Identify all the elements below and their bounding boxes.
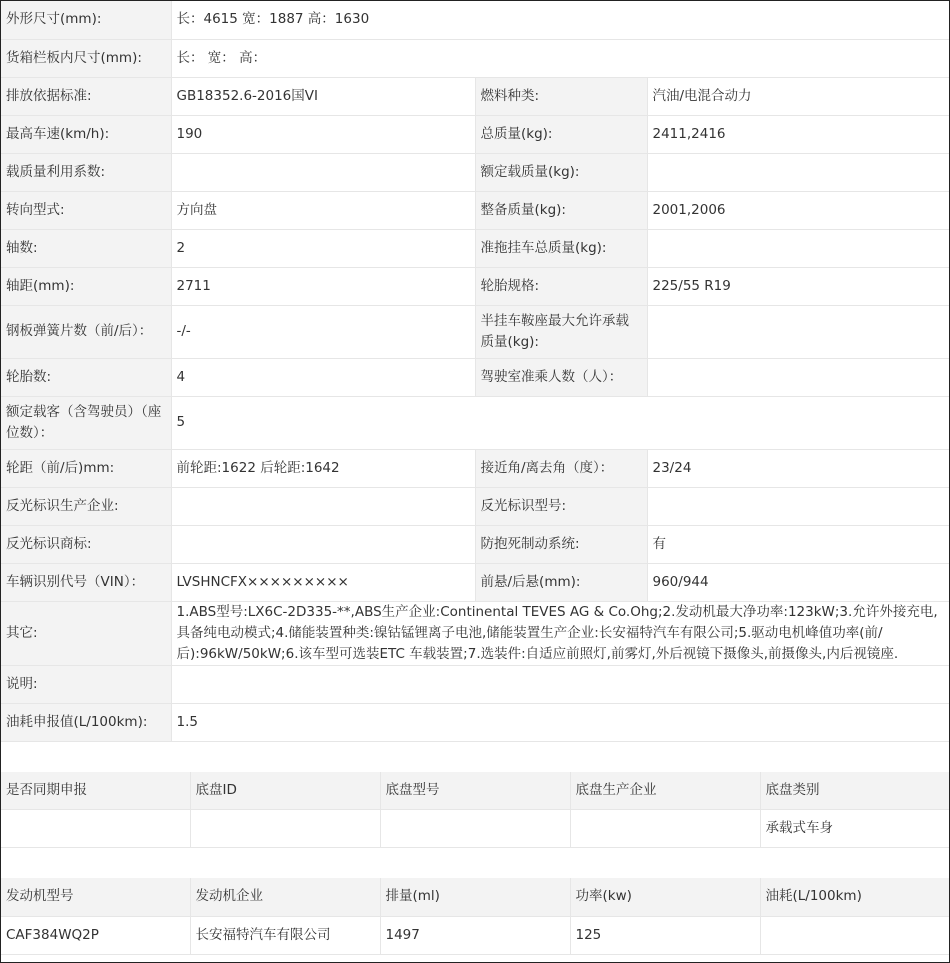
spec-value: 1.5 <box>171 703 949 741</box>
spec-label: 轴距(mm): <box>1 267 171 305</box>
chassis-cell: 承载式车身 <box>760 810 949 848</box>
spec-value: 长： 宽： 高： <box>171 39 949 77</box>
spec-row <box>1 525 949 563</box>
spec-value: 汽油/电混合动力 <box>647 77 949 115</box>
chassis-header-cell: 底盘ID <box>190 772 380 810</box>
spec-label: 最高车速(km/h): <box>1 115 171 153</box>
spec-value: 2711 <box>171 267 475 305</box>
chassis-header-cell: 是否同期申报 <box>1 772 190 810</box>
spec-label: 准拖挂车总质量(kg): <box>475 229 647 267</box>
spec-value <box>647 358 949 396</box>
spec-label: 车辆识别代号（VIN）： <box>1 563 171 601</box>
spec-label: 驾驶室准乘人数（人）： <box>475 358 647 396</box>
spec-label: 其它: <box>1 601 171 665</box>
spec-label: 油耗申报值(L/100km): <box>1 703 171 741</box>
engine-header-cell: 发动机型号 <box>1 878 190 916</box>
spec-label: 整备质量(kg): <box>475 191 647 229</box>
spec-row <box>1 229 949 267</box>
engine-data-row <box>1 916 949 954</box>
chassis-header-cell: 底盘类别 <box>760 772 949 810</box>
spec-label: 防抱死制动系统: <box>475 525 647 563</box>
spec-label: 燃料种类: <box>475 77 647 115</box>
spec-label: 说明: <box>1 665 171 703</box>
spec-value: 方向盘 <box>171 191 475 229</box>
engine-header-cell: 油耗(L/100km) <box>760 878 949 916</box>
spec-label: 钢板弹簧片数（前/后）： <box>1 305 171 358</box>
spec-label: 总质量(kg): <box>475 115 647 153</box>
spec-row <box>1 449 949 487</box>
spec-row <box>1 703 949 741</box>
spec-label: 排放依据标准: <box>1 77 171 115</box>
chassis-cell <box>380 810 570 848</box>
spec-row <box>1 115 949 153</box>
chassis-cell <box>570 810 760 848</box>
spec-label: 货箱栏板内尺寸(mm): <box>1 39 171 77</box>
spec-value <box>647 153 949 191</box>
spec-label: 反光标识生产企业: <box>1 487 171 525</box>
spec-value <box>171 665 949 703</box>
spec-label: 轮胎规格: <box>475 267 647 305</box>
engine-header-cell: 发动机企业 <box>190 878 380 916</box>
spec-label: 额定载质量(kg): <box>475 153 647 191</box>
spec-row <box>1 396 949 449</box>
spec-label: 转向型式: <box>1 191 171 229</box>
spec-label: 载质量利用系数: <box>1 153 171 191</box>
spec-value: 2411,2416 <box>647 115 949 153</box>
spec-row <box>1 487 949 525</box>
spec-value: 23/24 <box>647 449 949 487</box>
spec-row <box>1 153 949 191</box>
spec-value: 有 <box>647 525 949 563</box>
spec-label: 轮胎数: <box>1 358 171 396</box>
engine-cell: 125 <box>570 916 760 954</box>
spec-row <box>1 1 949 39</box>
spec-row <box>1 267 949 305</box>
spec-label: 接近角/离去角（度）： <box>475 449 647 487</box>
spec-value: 4 <box>171 358 475 396</box>
spec-row <box>1 77 949 115</box>
engine-header-row <box>1 878 949 916</box>
spec-label: 反光标识商标: <box>1 525 171 563</box>
spec-value: 前轮距:1622 后轮距:1642 <box>171 449 475 487</box>
engine-header-cell: 功率(kw) <box>570 878 760 916</box>
spec-value <box>171 487 475 525</box>
spec-value <box>647 487 949 525</box>
chassis-cell <box>1 810 190 848</box>
spec-value <box>171 153 475 191</box>
spec-value: 长：4615 宽：1887 高：1630 <box>171 1 949 39</box>
spec-value: -/- <box>171 305 475 358</box>
spec-value: 1.ABS型号:LX6C-2D335-**,ABS生产企业:Continental TEVES AG & Co.Ohg;2.发动机最大净功率:123kW;3.允许外接充电,具备纯电动模式;4.储能装置种类:镍钴锰锂离子电池,储能装置生产企业:长安福特汽车有限公司;5.驱动电机峰值功率(前/后):96kW/50kW;6.该车型可选装ETC 车载装置;7.选装件:自适应前照灯,前雾灯,外后视镜下摄像头,前摄像头,内后视镜座. <box>171 601 949 665</box>
spec-value: 2001,2006 <box>647 191 949 229</box>
spec-value: 2 <box>171 229 475 267</box>
spec-value: GB18352.6-2016国VI <box>171 77 475 115</box>
spec-value: 190 <box>171 115 475 153</box>
section-gap <box>1 848 949 878</box>
spec-row <box>1 563 949 601</box>
spec-row <box>1 665 949 703</box>
spec-label: 反光标识型号: <box>475 487 647 525</box>
engine-cell: 1497 <box>380 916 570 954</box>
engine-header-cell: 排量(ml) <box>380 878 570 916</box>
spec-table <box>1 1 950 742</box>
spec-row <box>1 358 949 396</box>
section-gap <box>1 742 949 772</box>
spec-value <box>171 525 475 563</box>
engine-table <box>1 878 950 955</box>
spec-value <box>647 229 949 267</box>
spec-label: 半挂车鞍座最大允许承载质量(kg): <box>475 305 647 358</box>
spec-value: LVSHNCFX××××××××× <box>171 563 475 601</box>
engine-cell <box>760 916 949 954</box>
chassis-cell <box>190 810 380 848</box>
spec-row <box>1 39 949 77</box>
spec-label: 轴数: <box>1 229 171 267</box>
chassis-data-row <box>1 810 949 848</box>
spec-label: 额定载客（含驾驶员）（座位数）： <box>1 396 171 449</box>
spec-row <box>1 191 949 229</box>
engine-cell: CAF384WQ2P <box>1 916 190 954</box>
spec-value: 960/944 <box>647 563 949 601</box>
spec-label: 轮距（前/后)mm: <box>1 449 171 487</box>
chassis-header-cell: 底盘型号 <box>380 772 570 810</box>
spec-row <box>1 305 949 358</box>
chassis-header-cell: 底盘生产企业 <box>570 772 760 810</box>
chassis-table <box>1 772 950 849</box>
spec-value: 225/55 R19 <box>647 267 949 305</box>
spec-label: 外形尺寸(mm): <box>1 1 171 39</box>
chassis-header-row <box>1 772 949 810</box>
spec-label: 前悬/后悬(mm): <box>475 563 647 601</box>
spec-value <box>647 305 949 358</box>
engine-cell: 长安福特汽车有限公司 <box>190 916 380 954</box>
spec-row <box>1 601 949 665</box>
spec-value: 5 <box>171 396 949 449</box>
